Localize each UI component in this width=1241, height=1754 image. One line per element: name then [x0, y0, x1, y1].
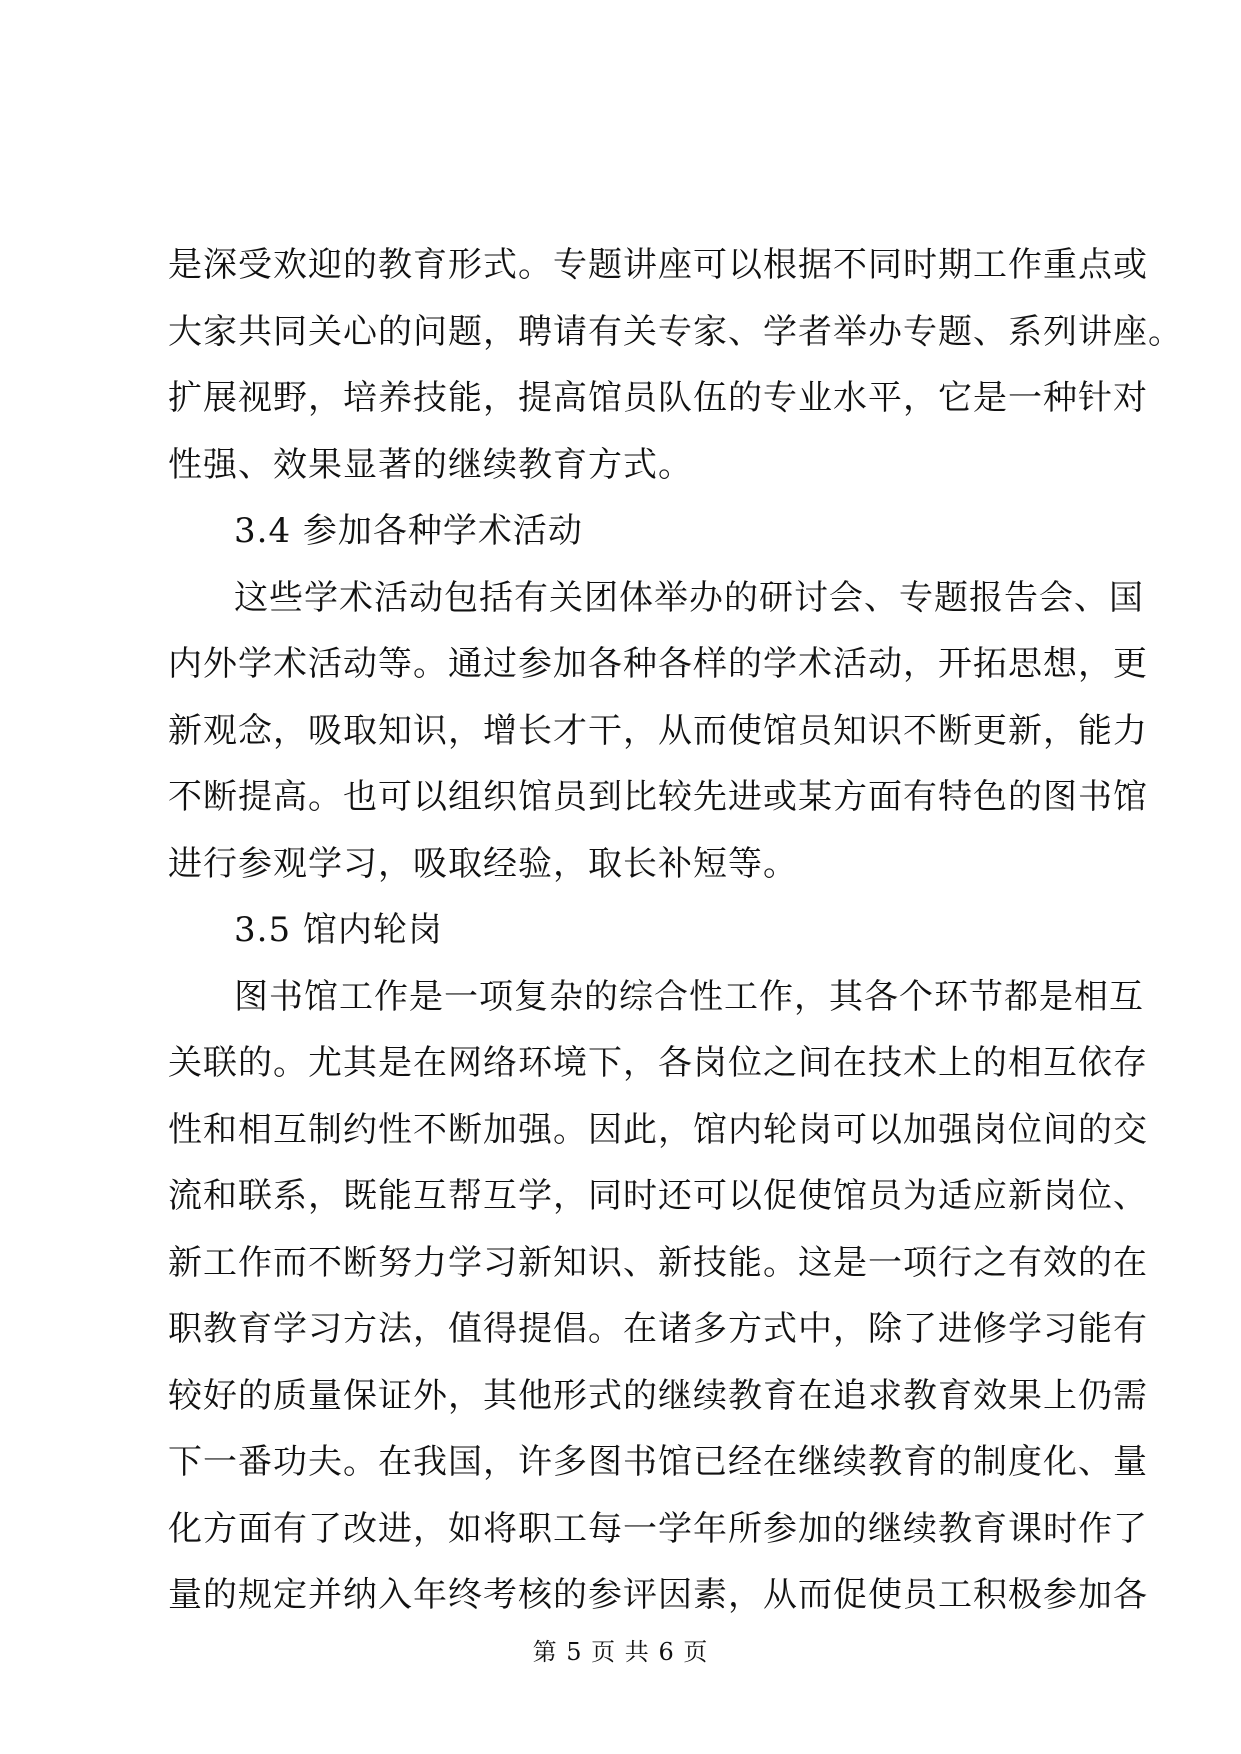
paragraph-line: 这些学术活动包括有关团体举办的研讨会、专题报告会、国 — [234, 577, 1144, 618]
paragraph-line: 下一番功夫。在我国，许多图书馆已经在继续教育的制度化、量 — [168, 1442, 1148, 1482]
section-heading-3-5: 3.5 馆内轮岗 — [234, 910, 443, 950]
section-heading-3-4: 3.4 参加各种学术活动 — [234, 511, 583, 551]
paragraph-line: 新观念，吸取知识，增长才干，从而使馆员知识不断更新，能力 — [168, 710, 1148, 751]
document-body — [168, 232, 1183, 1629]
paragraph-line: 大家共同关心的问题，聘请有关专家、学者举办专题、系列讲座。 — [168, 311, 1183, 352]
page-number-label: 第 5 页 共 6 页 — [532, 1638, 709, 1666]
paragraph-line: 图书馆工作是一项复杂的综合性工作，其各个环节都是相互 — [234, 976, 1144, 1017]
paragraph-line: 内外学术活动等。通过参加各种各样的学术活动，开拓思想，更 — [168, 644, 1148, 684]
paragraph-line: 是深受欢迎的教育形式。专题讲座可以根据不同时期工作重点或 — [168, 245, 1148, 285]
paragraph-line: 职教育学习方法，值得提倡。在诸多方式中，除了进修学习能有 — [168, 1309, 1148, 1349]
paragraph-line: 关联的。尤其是在网络环境下，各岗位之间在技术上的相互依存 — [168, 1043, 1148, 1083]
paragraph-line: 新工作而不断努力学习新知识、新技能。这是一项行之有效的在 — [168, 1242, 1148, 1283]
paragraph-line: 扩展视野，培养技能，提高馆员队伍的专业水平，它是一种针对 — [168, 378, 1148, 418]
paragraph-line: 进行参观学习，吸取经验，取长补短等。 — [168, 843, 798, 884]
paragraph-line: 量的规定并纳入年终考核的参评因素，从而促使员工积极参加各 — [168, 1575, 1148, 1615]
paragraph-line: 较好的质量保证外，其他形式的继续教育在追求教育效果上仍需 — [168, 1375, 1148, 1416]
paragraph-line: 性强、效果显著的继续教育方式。 — [168, 444, 693, 485]
paragraph-line: 流和联系，既能互帮互学，同时还可以促使馆员为适应新岗位、 — [168, 1176, 1148, 1216]
paragraph-line: 不断提高。也可以组织馆员到比较先进或某方面有特色的图书馆 — [168, 777, 1148, 817]
page-footer — [0, 1632, 1241, 1667]
paragraph-line: 性和相互制约性不断加强。因此，馆内轮岗可以加强岗位间的交 — [168, 1109, 1148, 1150]
paragraph-line: 化方面有了改进，如将职工每一学年所参加的继续教育课时作了 — [168, 1508, 1148, 1549]
